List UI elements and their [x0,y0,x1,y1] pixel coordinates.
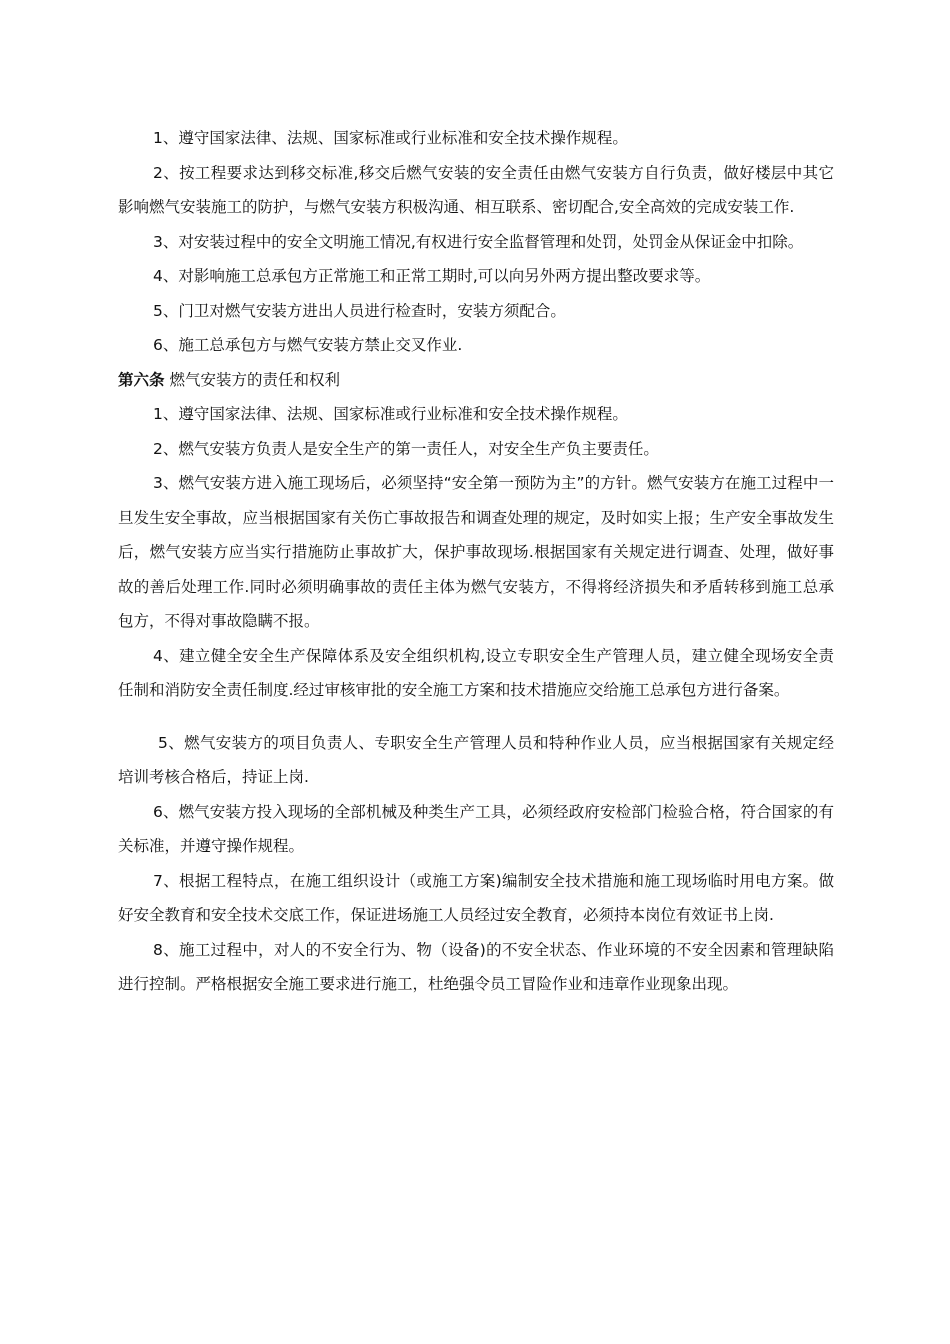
clause-paragraph: 8、施工过程中，对人的不安全行为、物（设备)的不安全状态、作业环境的不安全因素和管理缺陷进行控制。严格根据安全施工要求进行施工，杜绝强令员工冒险作业和违章作业现象出现。 [118,940,834,993]
clause-paragraph: 4、对影响施工总承包方正常施工和正常工期时,可以向另外两方提出整改要求等。 [153,267,711,285]
section-heading-title: 燃气安装方的责任和权利 [164,370,340,389]
clause-paragraph: 4、建立健全安全生产保障体系及安全组织机构,设立专职安全生产管理人员，建立健全现场安全责任制和消防安全责任制度.经过审核审批的安全施工方案和技术措施应交给施工总承包方进行备案。 [118,646,834,699]
section-heading [118,363,834,398]
clause-paragraph: 2、按工程要求达到移交标准,移交后燃气安装的安全责任由燃气安装方自行负责，做好楼层中其它影响燃气安装施工的防护，与燃气安装方积极沟通、相互联系、密切配合,安全高效的完成安装工作. [118,163,834,216]
clause-paragraph: 6、燃气安装方投入现场的全部机械及种类生产工具，必须经政府安检部门检验合格，符合国家的有关标准，并遵守操作规程。 [118,802,834,855]
clause-paragraph: 3、对安装过程中的安全文明施工情况,有权进行安全监督管理和处罚，处罚金从保证金中扣除。 [153,232,804,251]
clause-paragraph: 1、遵守国家法律、法规、国家标准或行业标准和安全技术操作规程。 [153,129,628,147]
clause-paragraph: 6、施工总承包方与燃气安装方禁止交叉作业. [153,336,463,354]
clause-paragraph: 1、遵守国家法律、法规、国家标准或行业标准和安全技术操作规程。 [153,405,628,423]
clause-paragraph: 3、燃气安装方进入施工现场后，必须坚持“安全第一预防为主”的方针。燃气安装方在施工过程中一旦发生安全事故，应当根据国家有关伤亡事故报告和调查处理的规定，及时如实上报；生产安全事故发生后，燃气安装方应当实行措施防止事故扩大，保护事故现场.根据国家有关规定进行调查、处理，做好事故的善后处理工作.同时必须明确事故的责任主体为燃气安装方，不得将经济损失和矛盾转移到施工总承包方，不得对事故隐瞒不报。 [118,474,834,630]
document-body [118,121,834,1002]
clause-paragraph: 5、燃气安装方的项目负责人、专职安全生产管理人员和特种作业人员，应当根据国家有关规定经培训考核合格后，持证上岗. [118,733,834,786]
section-heading-label: 第六条 [118,370,165,389]
clause-paragraph: 7、根据工程特点，在施工组织设计（或施工方案)编制安全技术措施和施工现场临时用电方案。做好安全教育和安全技术交底工作，保证进场施工人员经过安全教育，必须持本岗位有效证书上岗. [118,871,834,924]
clause-paragraph: 2、燃气安装方负责人是安全生产的第一责任人，对安全生产负主要责任。 [153,439,659,458]
clause-paragraph: 5、门卫对燃气安装方进出人员进行检查时，安装方须配合。 [153,301,566,320]
